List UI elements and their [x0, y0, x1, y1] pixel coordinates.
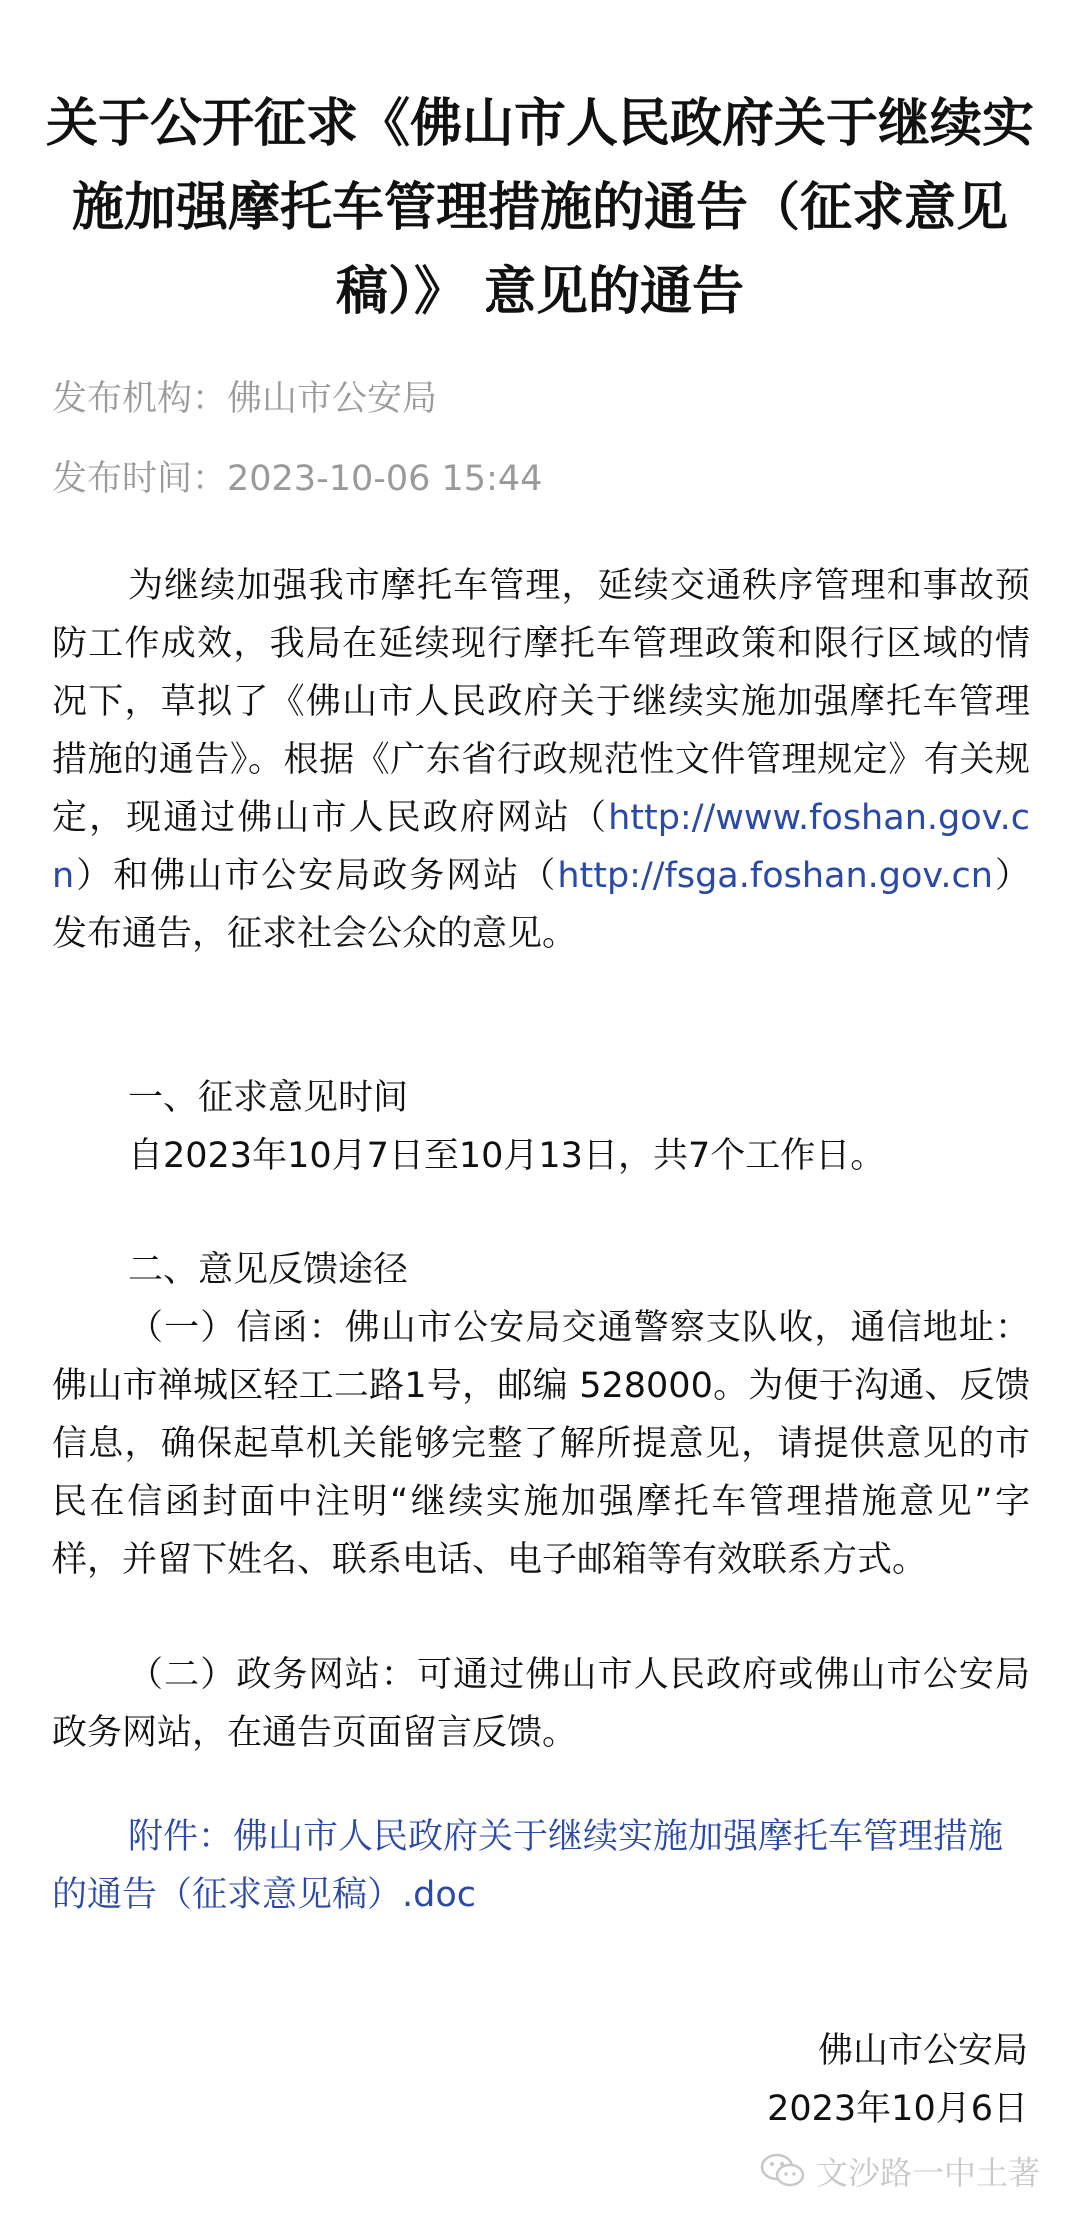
section2-heading: 二、意见反馈途径 [128, 1250, 409, 1290]
watermark-text: 文沙路一中土著 [815, 2154, 1040, 2192]
attachment-link[interactable]: 附件：佛山市人民政府关于继续实施加强摩托车管理措施的通告（征求意见稿）.doc [52, 1817, 1004, 1915]
section1-heading: 一、征求意见时间 [128, 1078, 409, 1118]
foshan-gov-link[interactable]: http://www.foshan.gov.cn [52, 798, 1030, 896]
intro-text-3: ）发布通告，征求社会公众的意见。 [52, 856, 1030, 954]
signature-date: 2023年10月6日 [767, 2089, 1028, 2129]
section2-item-letter: （一）信函：佛山市公安局交通警察支队收，通信地址：佛山市禅城区轻工二路1号，邮编 528000。为便于沟通、反馈信息，确保起草机关能够完整了解所提意见，请提供意见的市民在信函封面中注明“继续实施加强摩托车管理措施意见”字样，并留下姓名、联系电话、电子邮箱等有效联系方式。 [52, 1308, 1030, 1580]
wechat-icon [760, 2152, 806, 2190]
section1-body: 自2023年10月7日至10月13日，共7个工作日。 [128, 1136, 886, 1176]
fsga-gov-link[interactable]: http://fsga.foshan.gov.cn [557, 856, 993, 896]
watermark [760, 2146, 1040, 2196]
document-title: 关于公开征求《佛山市人民政府关于继续实施加强摩托车管理措施的通告（征求意见稿）》 意见的通告 [45, 94, 1034, 322]
intro-paragraph [52, 557, 1030, 963]
intro-text-2: ）和佛山市公安局政务网站（ [74, 856, 558, 896]
publisher: 发布机构：佛山市公安局 [52, 379, 438, 419]
signature-organization: 佛山市公安局 [817, 2031, 1028, 2071]
intro-text-1: 为继续加强我市摩托车管理，延续交通秩序管理和事故预防工作成效，我局在延续现行摩托车管理政策和限行区域的情况下，草拟了《佛山市人民政府关于继续实施加强摩托车管理措施的通告》。根据《广东省行政规范性文件管理规定》有关规定，现通过佛山市人民政府网站（ [52, 566, 1030, 838]
publish-time: 发布时间：2023-10-06 15:44 [52, 459, 543, 499]
section2-item-website: （二）政务网站：可通过佛山市人民政府或佛山市公安局政务网站，在通告页面留言反馈。 [52, 1655, 1030, 1753]
